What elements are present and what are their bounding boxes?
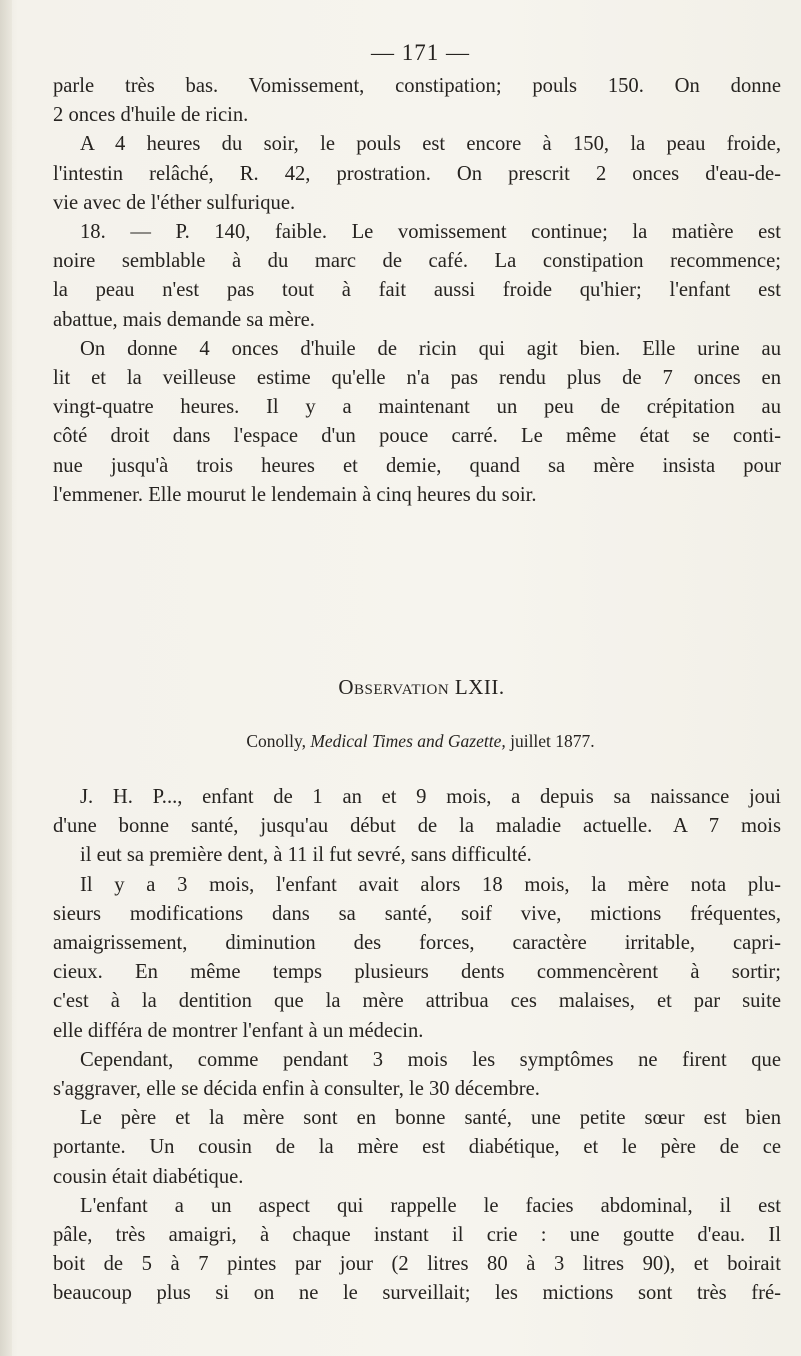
text-line: amaigrissement, diminution des forces, caractère irritable, capri- [53,932,781,955]
text-line: d'une bonne santé, jusqu'au début de la maladie actuelle. A 7 mois [53,815,781,838]
text-line: beaucoup plus si on ne le surveillait; les mictions sont très fré- [53,1282,781,1305]
text-line: L'enfant a un aspect qui rappelle le facies abdominal, il est [80,1194,781,1217]
observation-title: Observation LXII. [338,675,505,699]
text-line: 2 onces d'huile de ricin. [53,104,249,127]
text-block-observation [53,783,781,1309]
text-line: vie avec de l'éther sulfurique. [53,191,296,214]
text-line: pâle, très amaigri, à chaque instant il crie : une goutte d'eau. Il [53,1224,781,1247]
text-line: s'aggraver, elle se décida enfin à consulter, le 30 décembre. [53,1078,540,1101]
text-line: il eut sa première dent, à 11 il fut sevré, sans difficulté. [80,844,532,867]
text-line: l'intestin relâché, R. 42, prostration. On prescrit 2 onces d'eau-de- [53,162,781,185]
text-line: noire semblable à du marc de café. La constipation recommence; [53,250,781,273]
text-line: On donne 4 onces d'huile de ricin qui agit bien. Elle urine au [80,337,781,360]
text-line: Il y a 3 mois, l'enfant avait alors 18 mois, la mère nota plu- [80,873,781,896]
text-line: sieurs modifications dans sa santé, soif vive, mictions fréquentes, [53,902,781,925]
text-line: Cependant, comme pendant 3 mois les symptômes ne firent que [80,1048,781,1071]
text-line: lit et la veilleuse estime qu'elle n'a pas rendu plus de 7 onces en [53,367,781,390]
page-number: — 171 — [371,40,470,65]
text-line: c'est à la dentition que la mère attribua ces malaises, et par suite [53,990,781,1013]
text-line: côté droit dans l'espace d'un pouce carré. Le même état se conti- [53,425,781,448]
text-block-case-continuation [53,72,781,510]
text-line: J. H. P..., enfant de 1 an et 9 mois, a depuis sa naissance joui [80,786,781,808]
text-line: nue jusqu'à trois heures et demie, quand sa mère insista pour [53,454,781,477]
text-line: 18. — P. 140, faible. Le vomissement continue; la matière est [80,221,781,244]
source-author: Conolly, [246,731,306,751]
text-line: l'emmener. Elle mourut le lendemain à cinq heures du soir. [53,483,537,506]
text-line: portante. Un cousin de la mère est diabétique, et le père de ce [53,1136,781,1159]
text-line: Le père et la mère sont en bonne santé, une petite sœur est bien [80,1107,781,1130]
text-line: boit de 5 à 7 pintes par jour (2 litres 80 à 3 litres 90), et boirait [53,1253,781,1276]
text-line: parle très bas. Vomissement, constipation; pouls 150. On donne [53,75,781,97]
text-line: cieux. En même temps plusieurs dents commencèrent à sortir; [53,961,781,984]
text-line: cousin était diabétique. [53,1165,244,1188]
text-line: elle différa de montrer l'enfant à un médecin. [53,1019,424,1042]
text-line: la peau n'est pas tout à fait aussi froide qu'hier; l'enfant est [53,279,781,302]
source-journal: Medical Times and Gazette, [310,731,506,751]
text-line: vingt-quatre heures. Il y a maintenant un peu de crépitation au [53,396,781,419]
source-date: juillet 1877. [510,731,595,751]
text-line: A 4 heures du soir, le pouls est encore à 150, la peau froide, [80,133,781,156]
text-line: abattue, mais demande sa mère. [53,308,315,331]
observation-source [0,731,801,752]
